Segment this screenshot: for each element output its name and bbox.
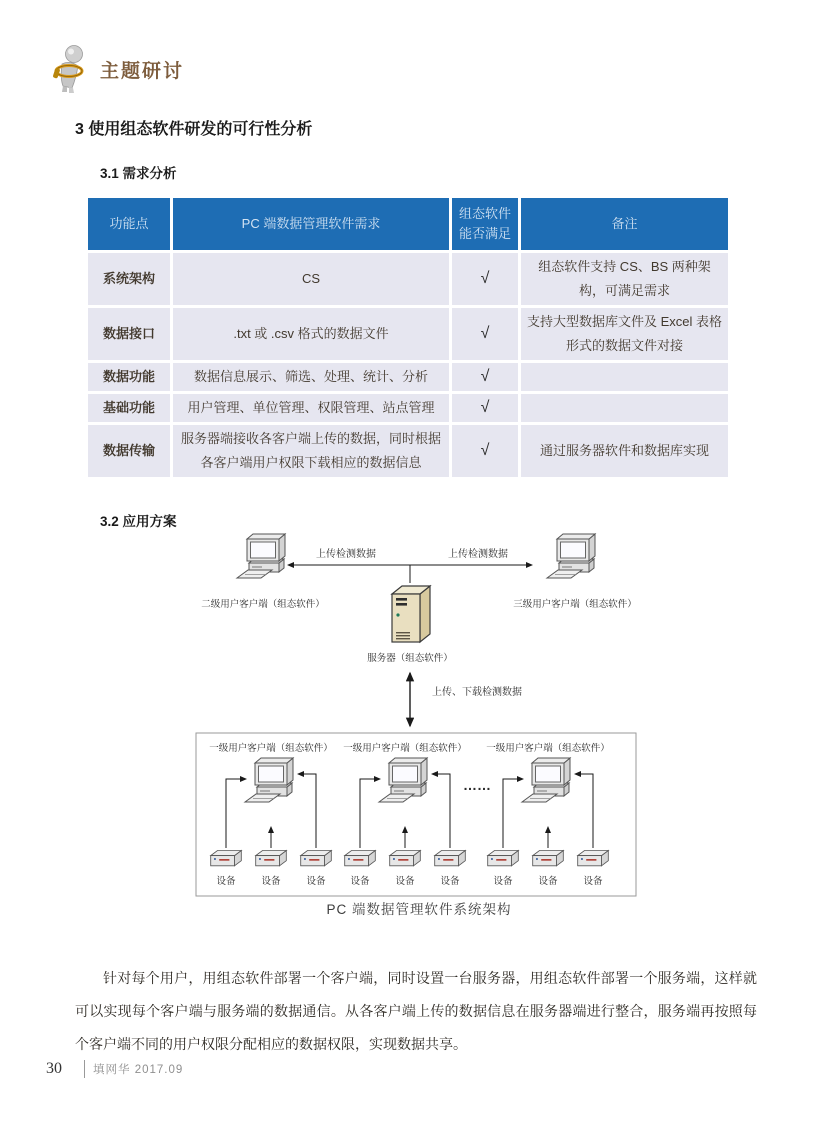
upload-label-right: 上传检测数据 — [448, 549, 508, 560]
device-label: 设备 — [440, 876, 460, 887]
device-label: 设备 — [306, 876, 326, 887]
page-number: 30 — [46, 1060, 62, 1077]
header-satisfied: 组态软件能否满足 — [452, 198, 518, 250]
header-requirement: PC 端数据管理软件需求 — [173, 198, 449, 250]
table-header-row — [88, 198, 728, 250]
cell-feature: 数据传输 — [88, 425, 170, 477]
journal-title: 填网华 — [93, 1064, 131, 1076]
device-label: 设备 — [216, 876, 236, 887]
journal-issue: 2017.09 — [134, 1064, 184, 1076]
architecture-diagram — [188, 527, 650, 903]
header-feature: 功能点 — [88, 198, 170, 250]
cell-remark: 组态软件支持 CS、BS 两种架构，可满足需求 — [521, 253, 728, 305]
cell-satisfied: √ — [452, 363, 518, 391]
body-paragraph: 针对每个用户，用组态软件部署一个客户端，同时设置一台服务器，用组态软件部署一个服务端，这样就可以实现每个客户端与服务端的数据通信。从各客户端上传的数据信息在服务器端进行整合，服务端再按照每个客户端不同的用户权限分配相应的数据权限，实现数据共享。 — [75, 970, 757, 1052]
cell-feature: 数据功能 — [88, 363, 170, 391]
cell-requirement: CS — [173, 253, 449, 305]
cell-requirement: 数据信息展示、筛选、处理、统计、分析 — [173, 363, 449, 391]
client-level1-label: 一级用户客户端（组态软件） — [486, 743, 610, 754]
cell-requirement: 用户管理、单位管理、权限管理、站点管理 — [173, 394, 449, 422]
client-level3-icon — [547, 534, 595, 578]
cell-remark — [521, 394, 728, 422]
table-row — [88, 363, 728, 391]
cell-feature: 基础功能 — [88, 394, 170, 422]
header-remark: 备注 — [521, 198, 728, 250]
main-heading: 3 使用组态软件研发的可行性分析 — [75, 121, 313, 138]
table-row — [88, 253, 728, 305]
cell-requirement: .txt 或 .csv 格式的数据文件 — [173, 308, 449, 360]
cell-satisfied: √ — [452, 394, 518, 422]
cell-feature: 数据接口 — [88, 308, 170, 360]
device-label: 设备 — [350, 876, 370, 887]
subheading-application: 3.2 应用方案 — [100, 514, 177, 529]
server-icon — [392, 586, 430, 642]
requirements-table — [85, 195, 731, 480]
client-level2-label: 二级用户客户端（组态软件） — [201, 599, 325, 610]
cell-remark — [521, 363, 728, 391]
cell-requirement: 服务器端接收各客户端上传的数据，同时根据各客户端用户权限下载相应的数据信息 — [173, 425, 449, 477]
device-label: 设备 — [395, 876, 415, 887]
footer-divider — [84, 1060, 85, 1078]
device-label: 设备 — [493, 876, 513, 887]
upload-label-left: 上传检测数据 — [316, 549, 376, 560]
cell-remark: 通过服务器软件和数据库实现 — [521, 425, 728, 477]
updown-label: 上传、下载检测数据 — [432, 687, 522, 698]
section-logo-label: 主题研讨 — [100, 60, 185, 82]
device-label: 设备 — [583, 876, 603, 887]
person-magnifier-icon — [52, 44, 92, 94]
cell-satisfied: √ — [452, 253, 518, 305]
client-level1-label: 一级用户客户端（组态软件） — [209, 743, 333, 754]
section-logo — [52, 44, 184, 94]
page-footer — [46, 1060, 183, 1078]
client-level2-icon — [237, 534, 285, 578]
table-row — [88, 394, 728, 422]
server-label: 服务器（组态软件） — [367, 653, 453, 664]
client-level3-label: 三级用户客户端（组态软件） — [513, 599, 637, 610]
cell-feature: 系统架构 — [88, 253, 170, 305]
diagram-caption: PC 端数据管理软件系统架构 — [326, 902, 512, 917]
subheading-requirements: 3.1 需求分析 — [100, 166, 177, 181]
device-label: 设备 — [261, 876, 281, 887]
device-label: 设备 — [538, 876, 558, 887]
client-level1-label: 一级用户客户端（组态软件） — [343, 743, 467, 754]
cell-remark: 支持大型数据库文件及 Excel 表格形式的数据文件对接 — [521, 308, 728, 360]
journal-name — [93, 1061, 183, 1077]
table-row — [88, 425, 728, 477]
cell-satisfied: √ — [452, 308, 518, 360]
ellipsis: …… — [463, 777, 491, 793]
table-row — [88, 308, 728, 360]
cell-satisfied: √ — [452, 425, 518, 477]
